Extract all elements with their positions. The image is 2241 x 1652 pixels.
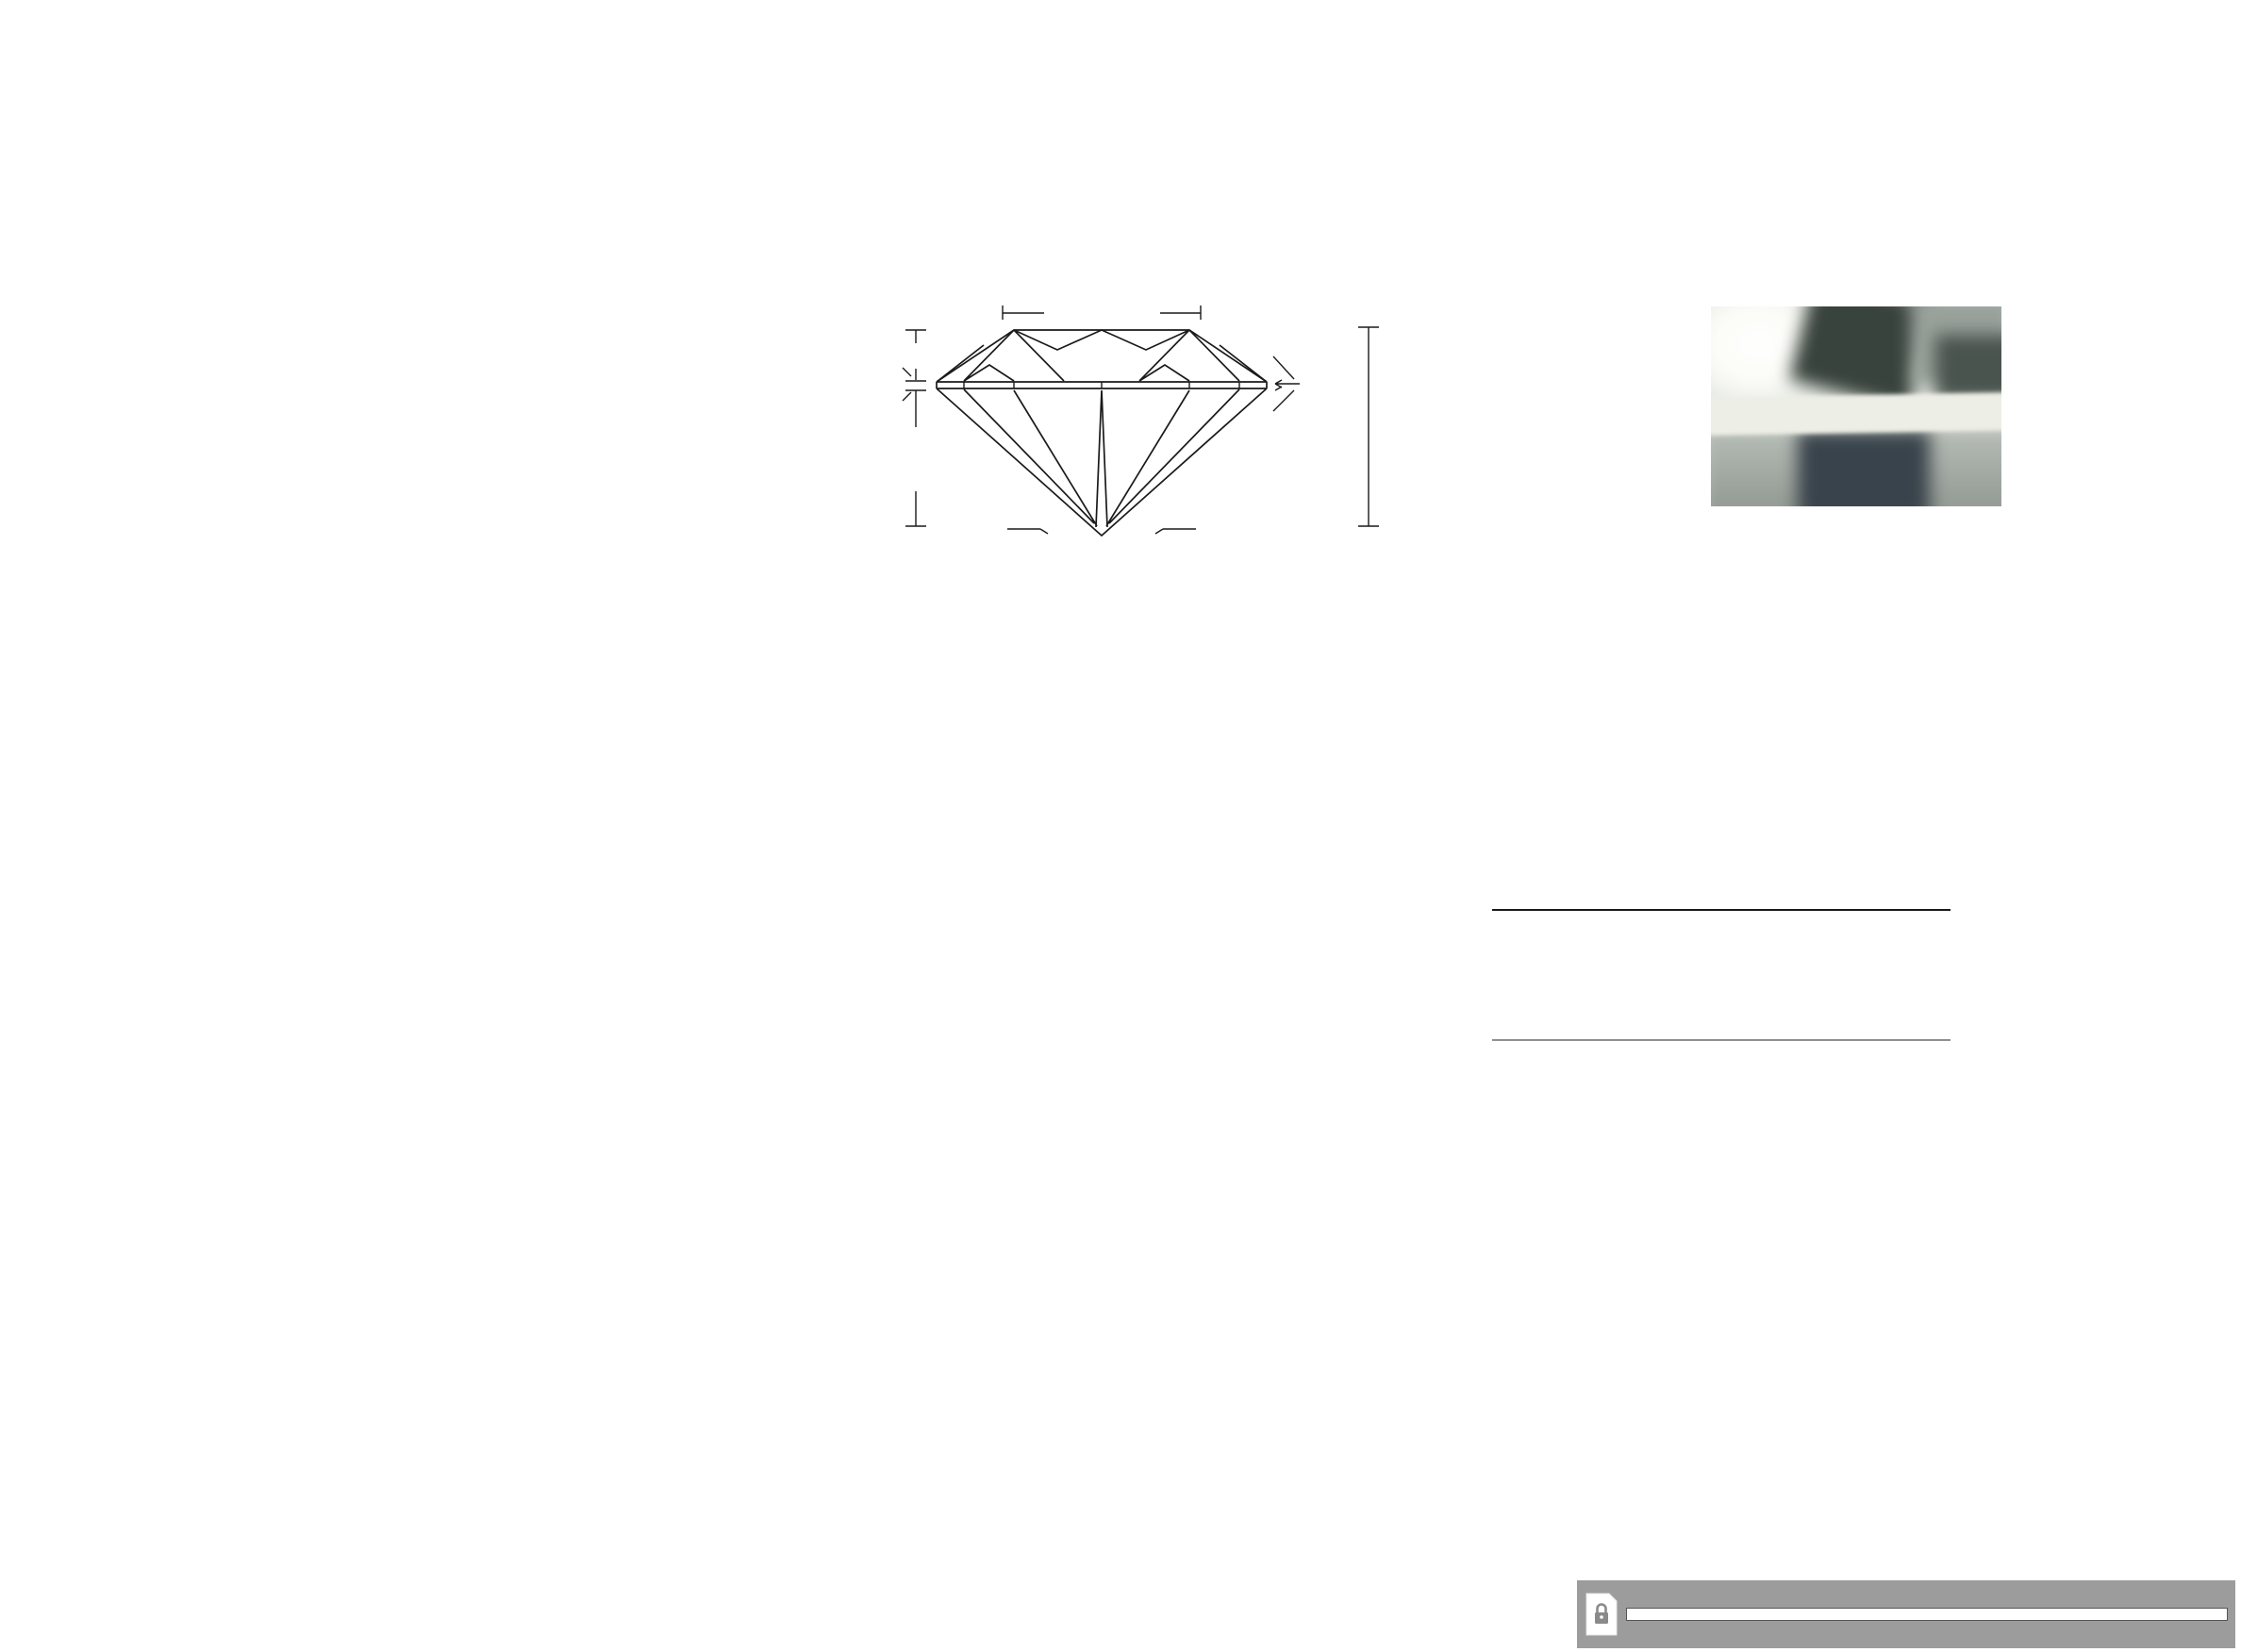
photo-dark-facet [1935,335,2001,401]
igi-seal-logo [4,6,106,138]
igi-watermark-pattern [0,262,495,1652]
row-value [423,1035,430,1060]
inscription-row [26,1035,430,1060]
culet-marks [1007,529,1196,534]
crown-height-dimension [903,330,926,381]
sample-diamond-photo [1711,306,2001,506]
color-scale-row [1498,875,1952,900]
girdle-inscription [1711,401,2001,421]
igi-footer-seal [1790,1335,1922,1505]
photo-dark-facet [1798,431,1930,506]
security-notice-box [1577,1580,2235,1648]
diamond-pavilion [937,388,1267,536]
color-scale-rule [1492,909,1950,911]
clarity-scale-row [1498,1005,1952,1030]
proportions-diagram [783,297,1396,570]
pavilion-depth-dimension [903,390,926,526]
table-dimension [1003,306,1201,320]
lock-icon [1585,1592,1618,1637]
crown-angle-marks [1273,356,1300,411]
qr-code [2009,1360,2133,1484]
security-notice-text [1626,1608,2228,1621]
clarity-scale-rule [1492,1039,1950,1041]
girdle-ticks [964,382,1239,388]
watermark-fill [0,262,495,1652]
document-lock-icon [1577,1592,1626,1637]
total-depth-dimension [1358,327,1379,526]
diamond-crown-facets [937,330,1267,382]
clarity-plot-diagrams [828,761,1356,1034]
